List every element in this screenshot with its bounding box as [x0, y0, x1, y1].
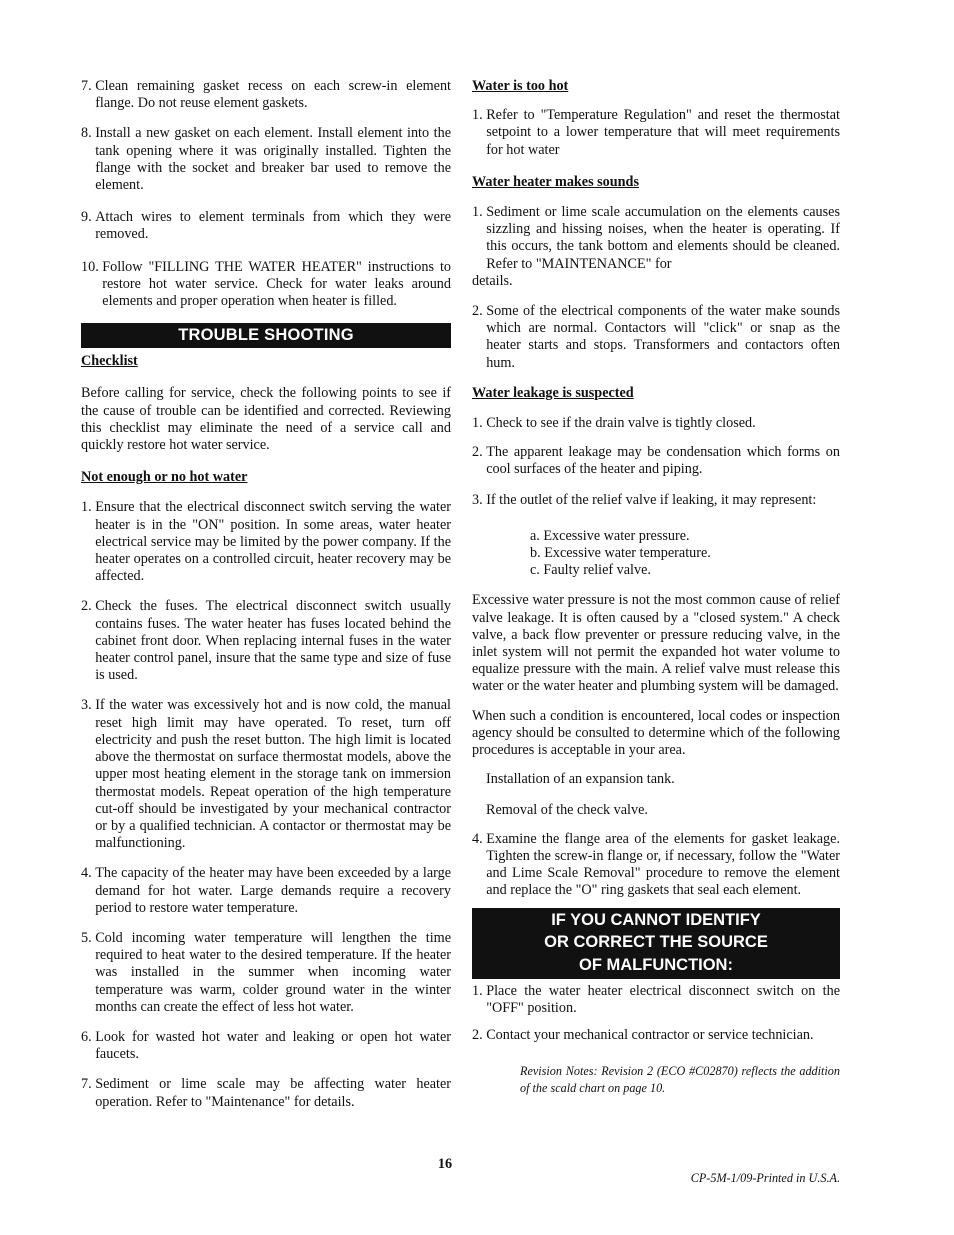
list-item: 1. Refer to "Temperature Regulation" and reset the thermostat setpoint to a lower temperature that will meet requirements for hot water [472, 107, 840, 158]
pressure-paragraph: Excessive water pressure is not the most common cause of relief valve leakage. It is often caused by a "closed system." A check valve, a back flow preventer or pressure reducing valve, in the inlet system will not permit the expanded hot water volume to equalize pressure with the main. A relief valve must release this water or the water heater and plumbing system will be damaged. [472, 592, 840, 695]
list-item: 4. Examine the flange area of the elements for gasket leakage. Tighten the screw-in flange or, if necessary, follow the "Water and Lime Scale Removal" procedure to remove the element and replace the "O" ring gaskets that seal each element. [472, 830, 840, 899]
leakage-heading: Water leakage is suspected [472, 384, 634, 401]
list-item: 8. Install a new gasket on each element. Install element into the tank opening where it was originally installed. Tighten the flange with the socket and breaker bar used to remove the element. [81, 125, 451, 194]
list-item: 2. Some of the electrical components of the water make sounds which are normal. Contactors will "click" or snap as the heater starts and stops. Transformers and contactors often hum. [472, 303, 840, 371]
list-item: 1. Sediment or lime scale accumulation on the elements causes sizzling and hissing noises, when the heater is operating. If this occurs, the tank bottom and elements should be cleaned. Refer to "MAINTENANCE" for [472, 204, 840, 272]
no-hot-water-heading: Not enough or no hot water [81, 469, 248, 486]
codes-paragraph: When such a condition is encountered, local codes or inspection agency should be consulted to determine which of the following procedures is acceptable in your area. [472, 707, 840, 759]
list-item: 2. Check the fuses. The electrical disconnect switch usually contains fuses. The water heater has fuses located behind the cabinet front door. When replacing internal fuses in the water heater control panel, insure that the same type and size of fuse is used. [81, 598, 451, 684]
trouble-shooting-banner: TROUBLE SHOOTING [81, 323, 451, 348]
list-item: 2. Contact your mechanical contractor or service technician. [472, 1027, 814, 1044]
option-expansion-tank: Installation of an expansion tank. [486, 771, 675, 788]
checklist-paragraph: Before calling for service, check the following points to see if the cause of trouble can be identified and corrected. Reviewing this checklist may eliminate the need of a service call and quickly restore hot water service. [81, 385, 451, 454]
list-item: 1. Check to see if the drain valve is tightly closed. [472, 415, 756, 432]
list-item: 7. Sediment or lime scale may be affecting water heater operation. Refer to "Maintenance" for details. [81, 1076, 451, 1110]
list-item: 3. If the water was excessively hot and is now cold, the manual reset high limit may have operated. To reset, turn off electricity and push the reset button. The high limit is located above the thermostat on surface thermostat models, above the upper most heating element in the storage tank on immersion thermostat models. Repeat operation of the high temperature cut-off should be investigated by your mechanical contractor or by a qualified technician. A contactor or thermostat may be malfunctioning. [81, 697, 451, 852]
sounds-1-continued: details. [472, 272, 513, 289]
checklist-heading: Checklist [81, 353, 138, 370]
list-item: b. Excessive water temperature. [530, 545, 711, 562]
list-item: 1. Place the water heater electrical disconnect switch on the "OFF" position. [472, 983, 840, 1017]
too-hot-heading: Water is too hot [472, 78, 569, 94]
list-item: 6. Look for wasted hot water and leaking or open hot water faucets. [81, 1028, 451, 1063]
option-check-valve: Removal of the check valve. [486, 801, 648, 818]
list-item: 1. Ensure that the electrical disconnect switch serving the water heater is in the "ON" position. In some areas, water heater electrical service may be limited by the power company. If the heater operates on a controlled circuit, heater recovery may be affected. [81, 499, 451, 585]
page-number: 16 [437, 1156, 453, 1172]
list-item: 2. The apparent leakage may be condensation which forms on cool surfaces of the heater and piping. [472, 444, 840, 478]
right-column [472, 78, 840, 1098]
left-column [81, 78, 451, 1111]
list-item: 4. The capacity of the heater may have been exceeded by a large demand for hot water. Large demands require a recovery period to restore water temperature. [81, 865, 451, 916]
list-item: 5. Cold incoming water temperature will lengthen the time required to heat water to the desired temperature. If the heater was installed in the summer when incoming water temperature was warm, colder ground water in the winter months can create the effect of less hot water. [81, 929, 451, 1015]
list-item: c. Faulty relief valve. [530, 562, 651, 579]
list-item: 3. If the outlet of the relief valve if leaking, it may represent: [472, 491, 817, 508]
revision-notes: Revision Notes: Revision 2 (ECO #C02870) reflects the addition of the scald chart on page 10. [520, 1063, 840, 1096]
relief-causes-list [472, 528, 840, 580]
list-item: 9. Attach wires to element terminals from which they were removed. [81, 209, 451, 243]
list-item: 7. Clean remaining gasket recess on each screw-in element flange. Do not reuse element gaskets. [81, 78, 451, 112]
list-item: a. Excessive water pressure. [530, 527, 690, 544]
footer-print-code: CP-5M-1/09-Printed in U.S.A. [690, 1171, 840, 1185]
malfunction-banner: IF YOU CANNOT IDENTIFY OR CORRECT THE SOURCE OF MALFUNCTION: [472, 908, 840, 980]
list-item: 10. Follow "FILLING THE WATER HEATER" instructions to restore hot water service. Check for water leaks around elements and proper operation when heater is filled. [81, 258, 451, 310]
sounds-heading: Water heater makes sounds [472, 173, 639, 190]
